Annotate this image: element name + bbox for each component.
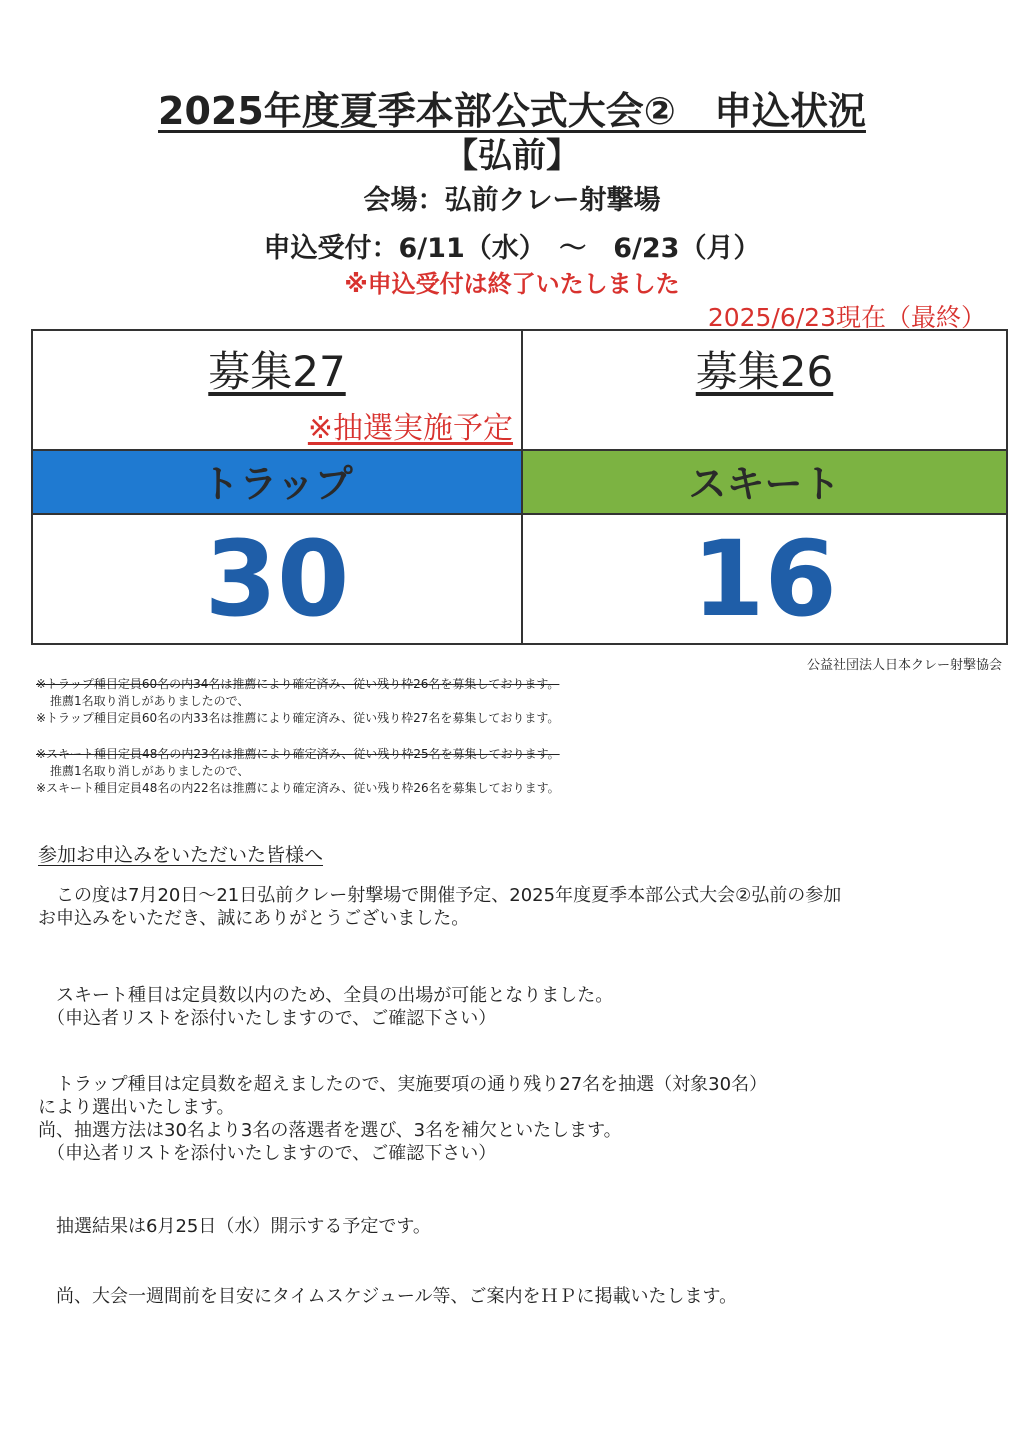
closed-notice: ※申込受付は終了いたしました — [344, 270, 680, 298]
skeet-applicant-count: 16 — [692, 518, 837, 640]
paragraph-skeet — [38, 984, 978, 1030]
trap-column — [33, 331, 523, 643]
as-of-date: 2025/6/23現在（最終） — [707, 303, 986, 332]
skeet-new-note: ※スキート種目定員48名の内22名は推薦により確定済み、従い残り枠26名を募集しております。 — [36, 781, 560, 795]
paragraph-line: （申込者リストを添付いたしますので、ご確認下さい） — [38, 1008, 497, 1029]
paragraph-results-date: 抽選結果は6月25日（水）開示する予定です。 — [38, 1216, 431, 1237]
trap-recruit-count: 募集27 — [208, 347, 346, 396]
paragraph-trap — [38, 1073, 978, 1165]
skeet-label-band: スキート — [523, 449, 1006, 515]
application-period: 申込受付：6/11（水） ～ 6/23（月） — [263, 233, 761, 264]
venue-text: 会場：弘前クレー射撃場 — [363, 185, 661, 216]
application-status-table — [31, 329, 1008, 645]
organization-name: 公益社団法人日本クレー射撃協会 — [806, 658, 1002, 673]
page-title: 2025年度夏季本部公式大会② 申込状況 — [158, 89, 866, 133]
greeting-heading: 参加お申込みをいただいた皆様へ — [38, 844, 324, 866]
paragraph-line: スキート種目は定員数以内のため、全員の出場が可能となりました。 — [38, 985, 614, 1006]
lottery-note: ※抽選実施予定 — [307, 411, 513, 446]
paragraph-schedule: 尚、大会一週間前を目安にタイムスケジュール等、ご案内をＨＰに掲載いたします。 — [38, 1286, 738, 1307]
paragraph-line: トラップ種目は定員数を超えましたので、実施要項の通り残り27名を抽選（対象30名） — [38, 1074, 768, 1095]
trap-label-band: トラップ — [33, 449, 521, 515]
skeet-recruit-count: 募集26 — [695, 347, 834, 396]
trap-notes — [36, 676, 559, 727]
trap-change-note: 推薦1名取り消しがありましたので、 — [50, 694, 250, 708]
paragraph-line: （申込者リストを添付いたしますので、ご確認下さい） — [38, 1143, 497, 1164]
paragraph-line: この度は7月20日～21日弘前クレー射撃場で開催予定、2025年度夏季本部公式大会②弘前の参加 — [38, 885, 842, 906]
paragraph-line: 尚、抽選方法は30名より3名の落選者を選び、3名を補欠といたします。 — [38, 1120, 622, 1141]
paragraph-thanks — [38, 884, 978, 930]
trap-old-note: ※トラップ種目定員60名の内34名は推薦により確定済み、従い残り枠26名を募集しております。 — [36, 677, 560, 691]
skeet-notes — [36, 746, 560, 797]
trap-applicant-count: 30 — [204, 518, 350, 640]
skeet-column — [523, 331, 1006, 643]
skeet-change-note: 推薦1名取り消しがありましたので、 — [50, 764, 250, 778]
location-subtitle: 【弘前】 — [444, 136, 580, 176]
paragraph-line: お申込みをいただき、誠にありがとうございました。 — [38, 908, 470, 929]
paragraph-line: により選出いたします。 — [38, 1097, 235, 1118]
skeet-old-note: ※スキート種目定員48名の内23名は推薦により確定済み、従い残り枠25名を募集しております。 — [36, 747, 560, 761]
trap-new-note: ※トラップ種目定員60名の内33名は推薦により確定済み、従い残り枠27名を募集しております。 — [36, 711, 560, 725]
